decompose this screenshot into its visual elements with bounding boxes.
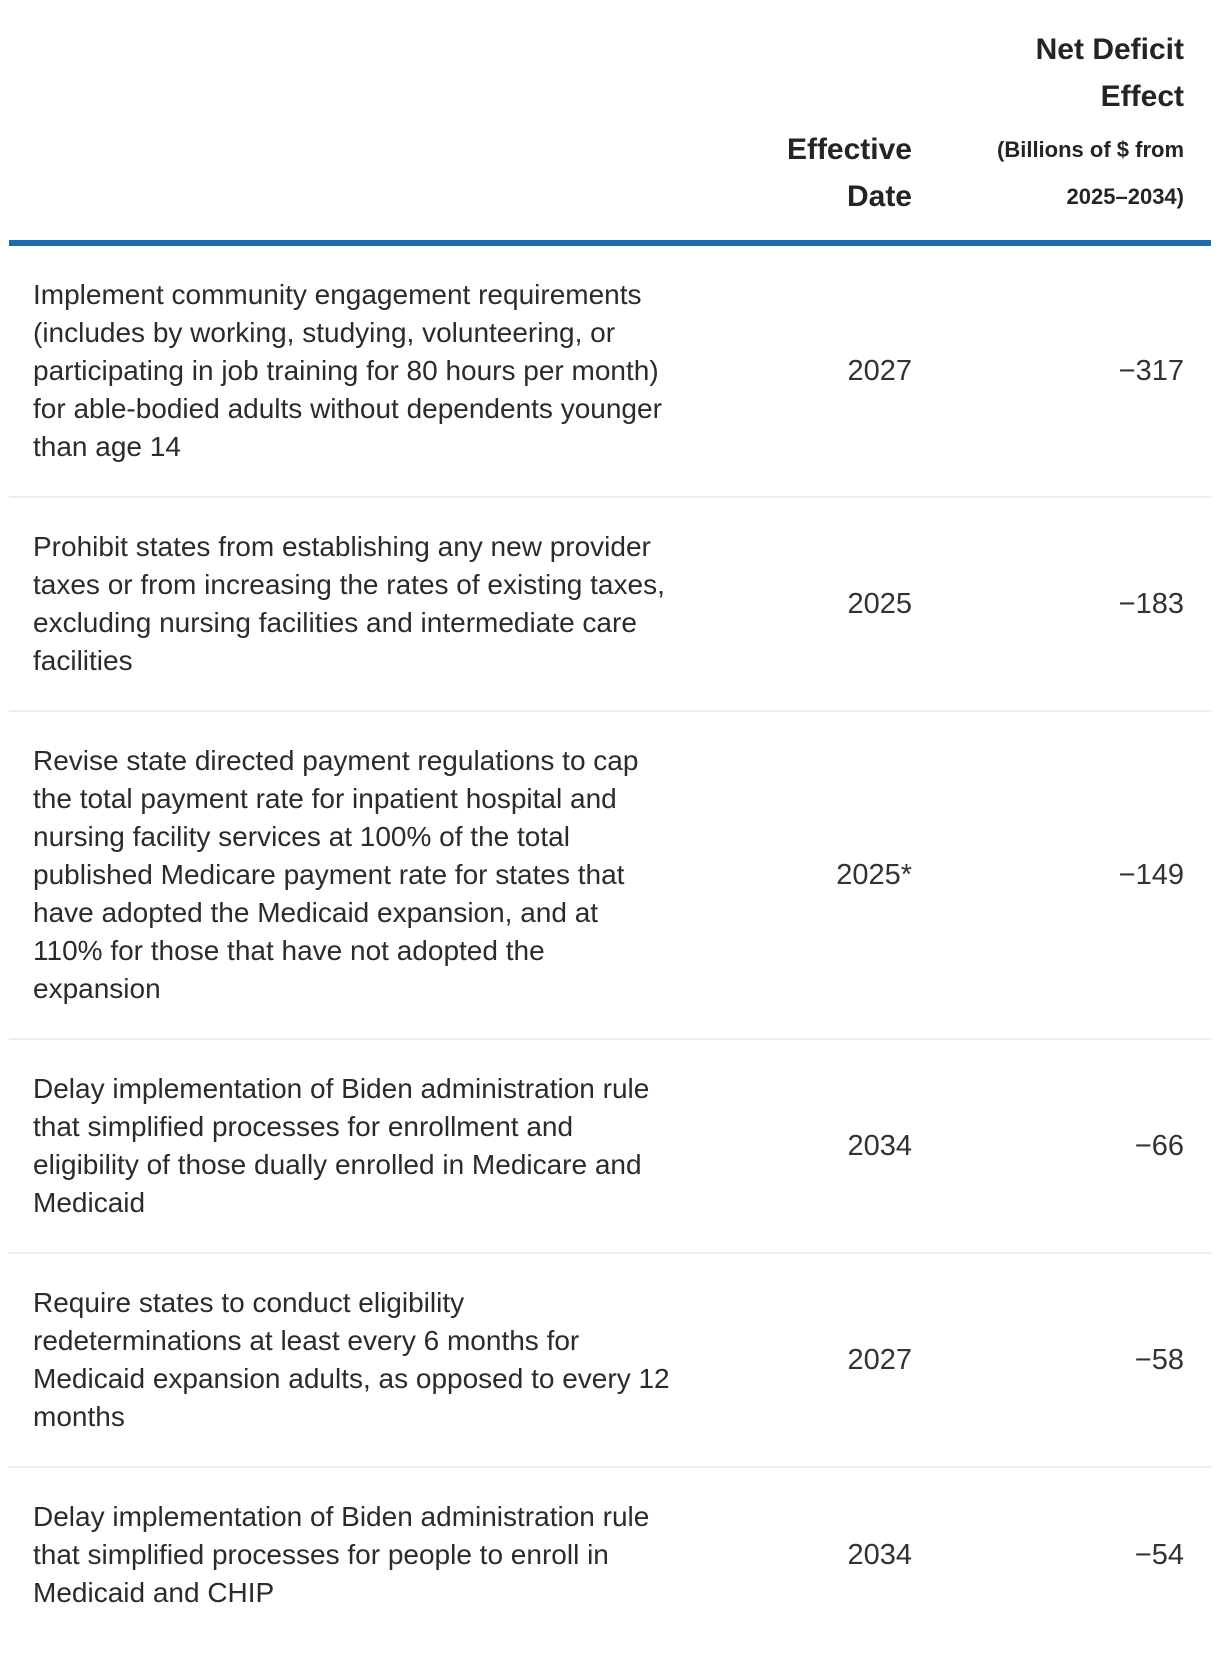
provision-text: Delay implementation of Biden administration rule that simplified processes for people to enroll in Medicaid and CHIP [33,1501,650,1608]
net-deficit-column-header [912,26,1184,220]
table-row [9,246,1211,498]
table-row [9,1468,1211,1642]
table-header-row [9,0,1211,246]
table-row [9,712,1211,1040]
table-row [9,1040,1211,1254]
effective-date-value: 2034 [847,1130,912,1162]
provision-text: Require states to conduct eligibility redeterminations at least every 6 months for Medicaid expansion adults, as opposed to every 12 months [33,1287,670,1432]
medicaid-provisions-table [9,0,1211,1642]
table-row [9,1254,1211,1468]
net-deficit-header-label: Net Deficit Effect [1035,33,1184,113]
effective-date-value: 2027 [847,1344,912,1376]
provision-text: Implement community engagement requirements (includes by working, studying, volunteering, or participating in job training for 80 hours per month) for able-bodied adults without dependents younger than age 14 [33,279,662,462]
effective-date-value: 2027 [847,355,912,387]
effective-date-value: 2025 [847,588,912,620]
net-deficit-value: −54 [1134,1539,1184,1571]
net-deficit-value: −317 [1118,355,1184,387]
effective-date-value: 2025* [836,859,912,891]
effective-date-value: 2034 [847,1539,912,1571]
provision-text: Prohibit states from establishing any new provider taxes or from increasing the rates of existing taxes, excluding nursing facilities and intermediate care facilities [33,531,665,676]
net-deficit-value: −58 [1134,1344,1184,1376]
net-deficit-value: −149 [1118,859,1184,891]
effective-date-header-label: Effective Date [786,133,912,213]
provision-text: Revise state directed payment regulations to cap the total payment rate for inpatient hospital and nursing facility services at 100% of the total published Medicare payment rate for states that have adopted the Medicaid expansion, and at 110% for those that have not adopted the expansion [33,745,639,1004]
provision-text: Delay implementation of Biden administration rule that simplified processes for enrollment and eligibility of those dually enrolled in Medicare and Medicaid [33,1073,650,1218]
table-row [9,498,1211,712]
net-deficit-value: −66 [1134,1130,1184,1162]
net-deficit-header-units: (Billions of $ from 2025–2034) [997,137,1184,209]
effective-date-column-header [690,126,912,220]
net-deficit-value: −183 [1118,588,1184,620]
